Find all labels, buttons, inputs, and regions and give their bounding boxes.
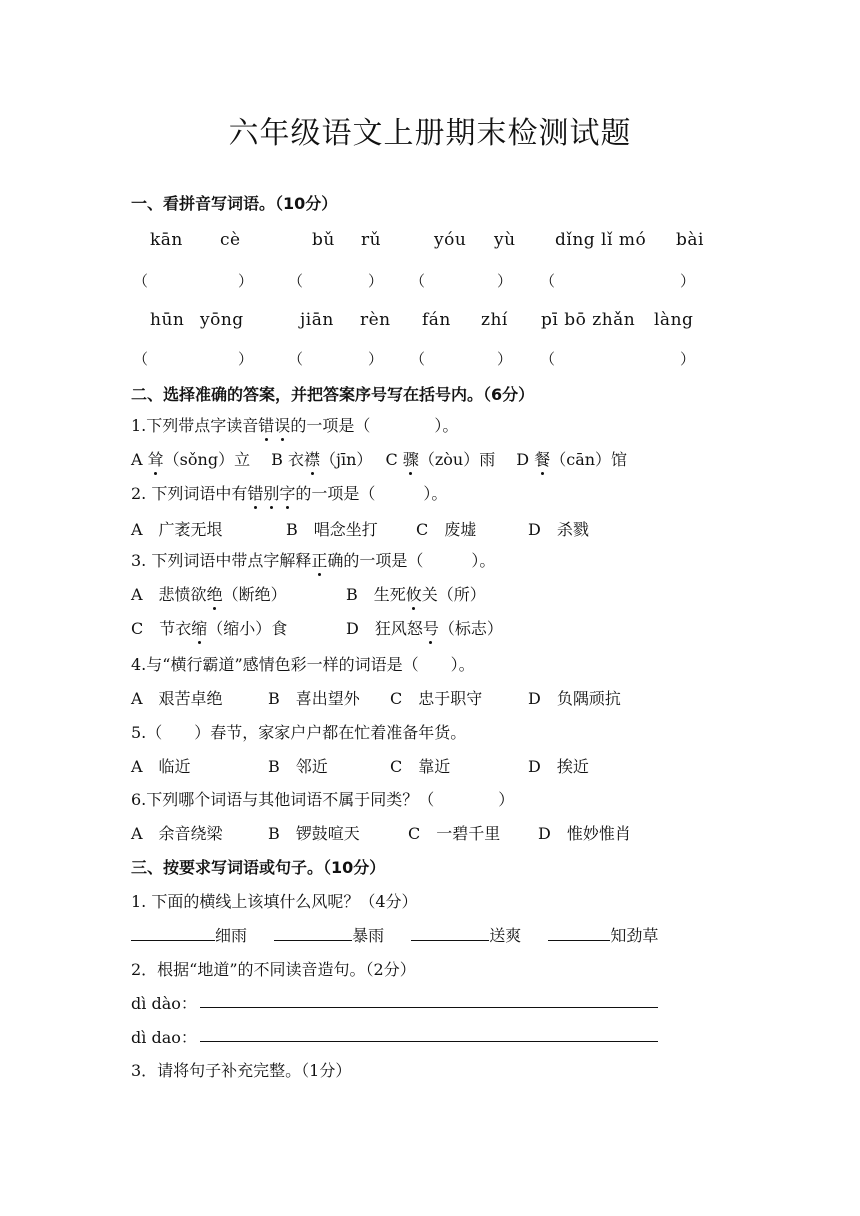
question-text: 的一项是（ ）。 <box>295 484 448 503</box>
answer-bracket-close: ） <box>497 350 513 368</box>
option-text: B 生死 <box>346 585 406 604</box>
option: B 锣鼓喧天 <box>268 824 360 843</box>
question-6: 6.下列哪个词语与其他词语不属于同类？（ ） <box>131 790 515 809</box>
dotted-char: 骤 <box>402 450 419 469</box>
option: D 惟妙惟肖 <box>538 824 631 843</box>
question-4: 4.与“横行霸道”感情色彩一样的词语是（ ）。 <box>131 655 475 674</box>
pinyin: dǐng lǐ mó <box>555 230 647 250</box>
dotted-char: 误 <box>274 416 291 435</box>
option-text: （缩小）食 <box>207 619 288 638</box>
pinyin: cè <box>220 230 241 250</box>
option: B 喜出望外 <box>268 689 360 708</box>
option-text: C 节衣 <box>131 619 192 638</box>
answer-bracket-close: ） <box>680 272 696 290</box>
option: D 负隅顽抗 <box>528 689 621 708</box>
answer-line[interactable] <box>200 1041 658 1042</box>
question-text: 的一项是（ ）。 <box>290 416 459 435</box>
pinyin: fán <box>422 310 451 330</box>
option: C 一碧千里 <box>408 824 501 843</box>
dotted-char: 攸 <box>405 585 422 604</box>
option-text: （断绝） <box>222 585 287 604</box>
answer-bracket-close: ） <box>497 272 513 290</box>
dotted-char: 绝 <box>206 585 223 604</box>
question-3-3: 3．请将句子补充完整。（1分） <box>131 1061 352 1080</box>
dotted-char: 号 <box>422 619 439 638</box>
option: B 邻近 <box>268 757 328 776</box>
dotted-char: 襟 <box>304 450 321 469</box>
question-3-1: 1. 下面的横线上该填什么风呢？（4分） <box>131 892 418 911</box>
option: C 废墟 <box>416 520 477 539</box>
option-text: （sǒng）立 B 衣 <box>163 450 304 469</box>
pinyin: hūn <box>150 310 185 330</box>
answer-blank[interactable] <box>548 925 610 941</box>
question-text: 1.下列带点字读音 <box>131 416 259 435</box>
reading-label: dì dao： <box>131 1028 197 1047</box>
section-3-heading: 三、按要求写词语或句子。（10分） <box>131 858 386 877</box>
pinyin: làng <box>654 310 694 330</box>
option: B 唱念坐打 <box>286 520 378 539</box>
dotted-char: 缩 <box>191 619 208 638</box>
wind-fill-row <box>131 923 658 946</box>
dotted-char: 错 <box>258 416 275 435</box>
pinyin: yóu <box>434 230 467 250</box>
option: A 艰苦卓绝 <box>131 689 223 708</box>
pinyin: pī bō zhǎn <box>541 310 636 330</box>
option: D 挨近 <box>528 757 589 776</box>
option-text: A <box>131 450 143 469</box>
fill-word: 送爽 <box>489 926 522 945</box>
dotted-char: 字 <box>279 484 296 503</box>
option: A 余音绕梁 <box>131 824 223 843</box>
question-1-options <box>131 447 627 470</box>
pinyin: zhí <box>481 310 508 330</box>
question-text: 确的一项是（ ）。 <box>327 551 496 570</box>
answer-bracket-open: （ <box>133 272 149 290</box>
question-3-options-1b <box>346 582 486 605</box>
answer-bracket-open: （ <box>410 350 426 368</box>
option: D 杀戮 <box>528 520 589 539</box>
pinyin: rǔ <box>361 230 382 250</box>
question-3 <box>131 548 495 571</box>
answer-blank[interactable] <box>411 925 489 941</box>
option: C 靠近 <box>390 757 451 776</box>
section-1-heading: 一、看拼音写词语。（10分） <box>131 194 338 213</box>
dotted-char: 耸 <box>147 450 164 469</box>
option-text: D 狂风怒 <box>346 619 423 638</box>
question-text: 3. 下列词语中带点字解释 <box>131 551 312 570</box>
question-1 <box>131 413 458 436</box>
answer-bracket-open: （ <box>288 350 304 368</box>
answer-bracket-close: ） <box>238 272 254 290</box>
answer-bracket-open: （ <box>540 272 556 290</box>
answer-line[interactable] <box>200 1007 658 1008</box>
option: C 忠于职守 <box>390 689 483 708</box>
answer-bracket-open: （ <box>540 350 556 368</box>
option-text: 关（所） <box>421 585 486 604</box>
pinyin: jiān <box>300 310 334 330</box>
option-text: （标志） <box>438 619 503 638</box>
fill-word: 知劲草 <box>610 926 659 945</box>
question-3-options-1 <box>131 582 287 605</box>
answer-bracket-close: ） <box>368 272 384 290</box>
answer-bracket-close: ） <box>680 350 696 368</box>
pinyin: bǔ <box>312 230 335 250</box>
dotted-char: 正 <box>311 551 328 570</box>
option-text: （jīn） C <box>320 450 398 469</box>
option-text: （zòu）雨 D <box>418 450 530 469</box>
dotted-char: 错 <box>247 484 264 503</box>
page-title: 六年级语文上册期末检测试题 <box>228 116 632 151</box>
fill-word: 暴雨 <box>352 926 385 945</box>
answer-blank[interactable] <box>274 925 352 941</box>
option-text: （cān）馆 <box>550 450 628 469</box>
pinyin: yù <box>494 230 516 250</box>
answer-bracket-close: ） <box>368 350 384 368</box>
question-3-2: 2．根据“地道”的不同读音造句。（2分） <box>131 960 416 979</box>
option-text: A 悲愤欲 <box>131 585 207 604</box>
reading-label: dì dào： <box>131 994 197 1013</box>
answer-blank[interactable] <box>131 925 215 941</box>
question-text: 2. 下列词语中有 <box>131 484 248 503</box>
answer-bracket-open: （ <box>410 272 426 290</box>
answer-bracket-open: （ <box>288 272 304 290</box>
dotted-char: 餐 <box>534 450 551 469</box>
pinyin: kān <box>150 230 183 250</box>
section-2-heading: 二、选择准确的答案，并把答案序号写在括号内。（6分） <box>131 385 535 404</box>
pinyin: bài <box>676 230 704 250</box>
option: A 临近 <box>131 757 191 776</box>
question-5: 5.（ ）春节，家家户户都在忙着准备年货。 <box>131 723 467 742</box>
answer-bracket-open: （ <box>133 350 149 368</box>
pinyin: yōng <box>200 310 244 330</box>
fill-word: 细雨 <box>215 926 248 945</box>
dotted-char: 别 <box>263 484 280 503</box>
question-2 <box>131 481 447 504</box>
question-3-options-2 <box>131 616 287 639</box>
option: A 广袤无垠 <box>131 520 223 539</box>
question-3-options-2b <box>346 616 503 639</box>
pinyin: rèn <box>360 310 391 330</box>
answer-bracket-close: ） <box>238 350 254 368</box>
